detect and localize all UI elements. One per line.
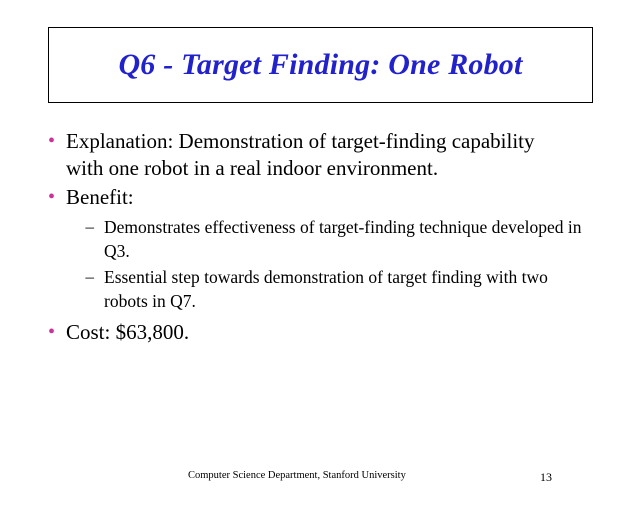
- bullet-item: [44, 184, 604, 211]
- sub-bullet-group: [44, 215, 604, 313]
- title-box: [48, 27, 593, 103]
- footer-attribution: Computer Science Department, Stanford University: [188, 470, 406, 481]
- bullet-item: [44, 128, 604, 182]
- sub-bullet-text: Demonstrates effectiveness of target-finding technique developed in Q3.: [104, 217, 582, 261]
- bullet-text: Explanation: Demonstration of target-finding capability with one robot in a real indoor environment.: [66, 129, 535, 180]
- dash-marker-icon: –: [85, 267, 94, 286]
- sub-bullet-item: [44, 215, 604, 263]
- sub-bullet-text: Essential step towards demonstration of target finding with two robots in Q7.: [104, 267, 548, 311]
- bullet-marker-icon: •: [48, 186, 56, 208]
- bullet-item: [44, 319, 604, 346]
- bullet-text: Cost: $63,800.: [66, 320, 190, 344]
- bullet-text: Benefit:: [66, 185, 134, 209]
- sub-bullet-item: [44, 265, 604, 313]
- dash-marker-icon: –: [85, 217, 94, 236]
- slide-body: [44, 128, 604, 348]
- page-title: Q6 - Target Finding: One Robot: [118, 48, 523, 81]
- bullet-marker-icon: •: [48, 130, 56, 152]
- slide-footer: [0, 470, 640, 490]
- bullet-marker-icon: •: [48, 321, 56, 343]
- page-number: 13: [540, 470, 552, 484]
